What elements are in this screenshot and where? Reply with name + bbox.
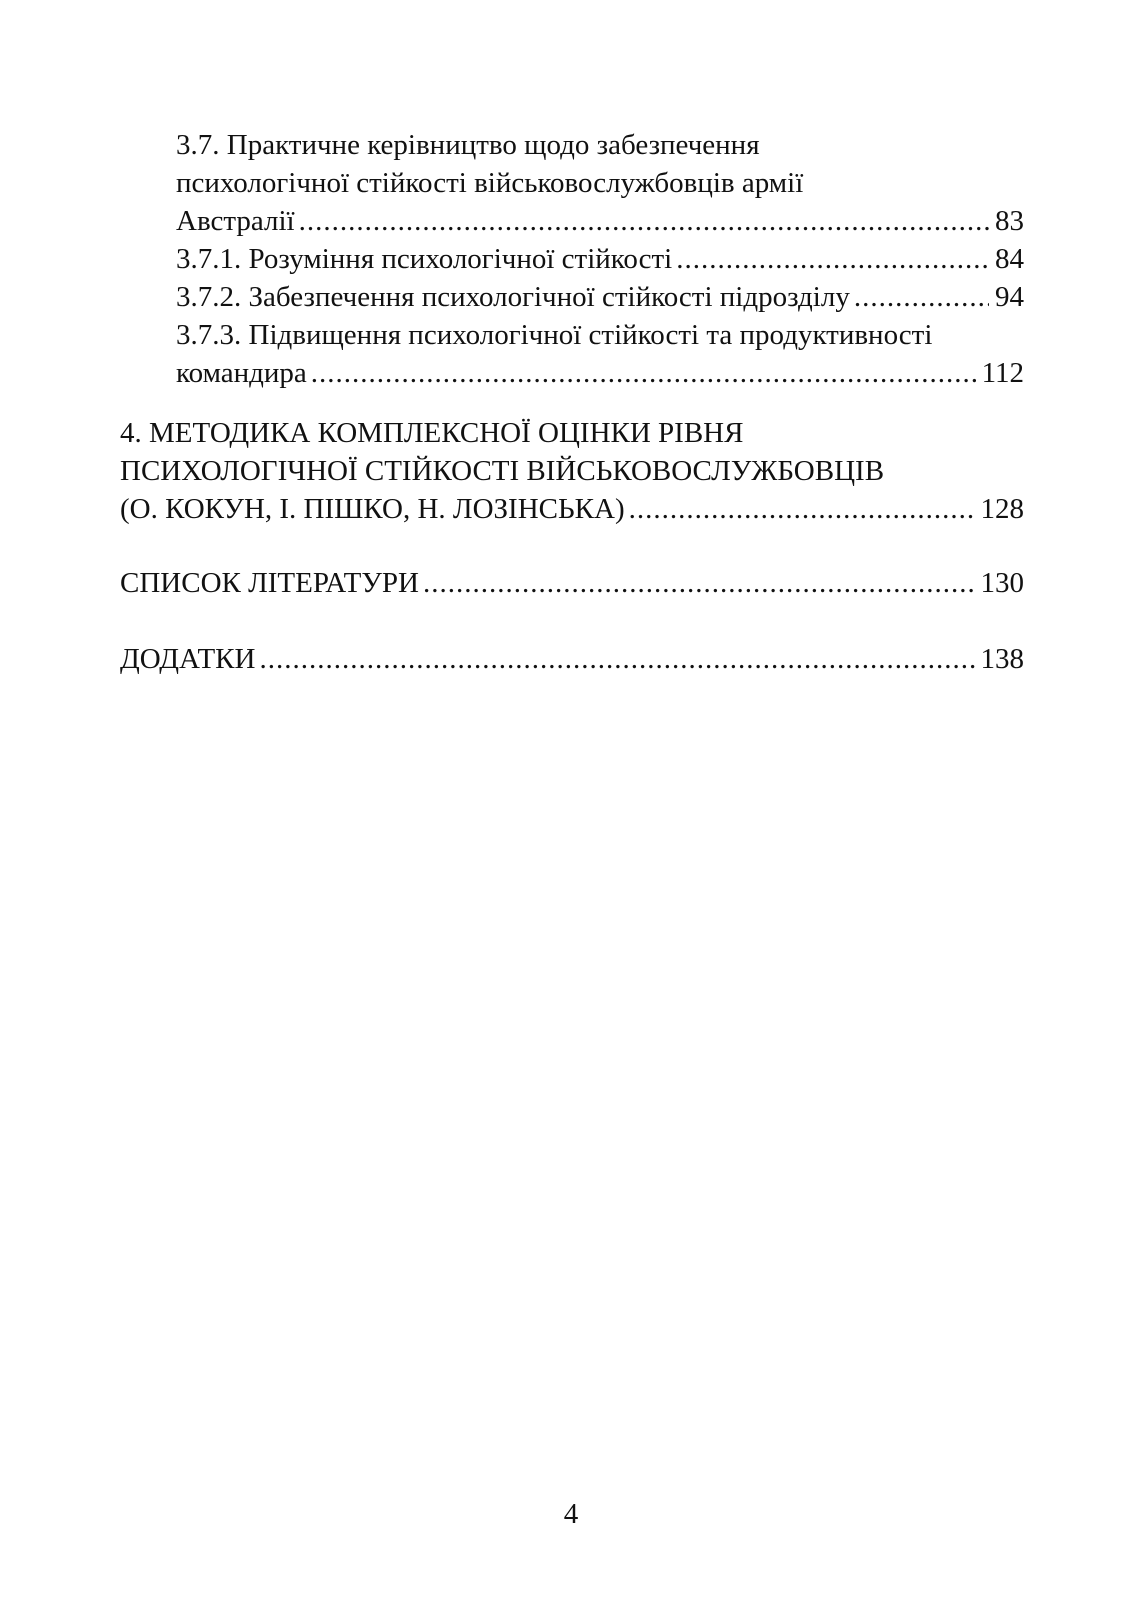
toc-entry-last-line bbox=[176, 354, 1024, 392]
dot-leader bbox=[423, 564, 975, 602]
toc-entry-last-line bbox=[120, 490, 1024, 528]
toc-page-number: 84 bbox=[995, 243, 1024, 275]
toc-entry-appendices bbox=[120, 640, 1024, 678]
toc-entry-last-line bbox=[176, 202, 1024, 240]
toc-entry-last-line bbox=[120, 640, 1024, 678]
toc-entry-text: 4. МЕТОДИКА КОМПЛЕКСНОЇ ОЦІНКИ РІВНЯ bbox=[120, 417, 744, 449]
toc-entry-text: 3.7.2. Забезпечення психологічної стійкості підрозділу bbox=[176, 281, 850, 313]
toc-page-number: 130 bbox=[980, 567, 1024, 599]
toc-entry-text: командира bbox=[176, 357, 307, 389]
toc-entry-text: (О. КОКУН, І. ПІШКО, Н. ЛОЗІНСЬКА) bbox=[120, 493, 625, 525]
toc-page-number: 112 bbox=[981, 357, 1024, 389]
toc-entry-text: ПСИХОЛОГІЧНОЇ СТІЙКОСТІ ВІЙСЬКОВОСЛУЖБОВЦІВ bbox=[120, 455, 885, 487]
toc-entry-3-7-1 bbox=[176, 240, 1024, 278]
toc-entry-text: ДОДАТКИ bbox=[120, 643, 256, 675]
toc-entry-3-7-2 bbox=[176, 278, 1024, 316]
dot-leader bbox=[311, 354, 976, 392]
toc-entry-text: 3.7.3. Підвищення психологічної стійкості та продуктивності bbox=[176, 319, 933, 351]
dot-leader bbox=[854, 278, 989, 316]
toc-entry-last-line bbox=[120, 564, 1024, 602]
toc-entry-text: 3.7. Практичне керівництво щодо забезпечення bbox=[176, 129, 760, 161]
toc-entry-last-line bbox=[176, 278, 1024, 316]
toc-entry-text: СПИСОК ЛІТЕРАТУРИ bbox=[120, 567, 419, 599]
toc-page-number: 94 bbox=[995, 281, 1024, 313]
toc-page-number: 138 bbox=[980, 643, 1024, 675]
toc-entry-3-7-3 bbox=[176, 316, 1024, 392]
dot-leader bbox=[299, 202, 989, 240]
dot-leader bbox=[676, 240, 989, 278]
toc-entry-chapter-4 bbox=[120, 414, 1024, 528]
page-number: 4 bbox=[563, 1498, 579, 1530]
toc-page-number: 128 bbox=[980, 493, 1024, 525]
toc-entry-text: психологічної стійкості військовослужбовців армії bbox=[176, 167, 804, 199]
dot-leader bbox=[259, 640, 974, 678]
toc-entry-text: Австралії bbox=[176, 205, 295, 237]
toc-entry-3-7 bbox=[176, 126, 1024, 240]
dot-leader bbox=[629, 490, 975, 528]
toc-entry-text: 3.7.1. Розуміння психологічної стійкості bbox=[176, 243, 673, 275]
toc-entry-references bbox=[120, 564, 1024, 602]
toc-entry-last-line bbox=[176, 240, 1024, 278]
toc-page-number: 83 bbox=[995, 205, 1024, 237]
